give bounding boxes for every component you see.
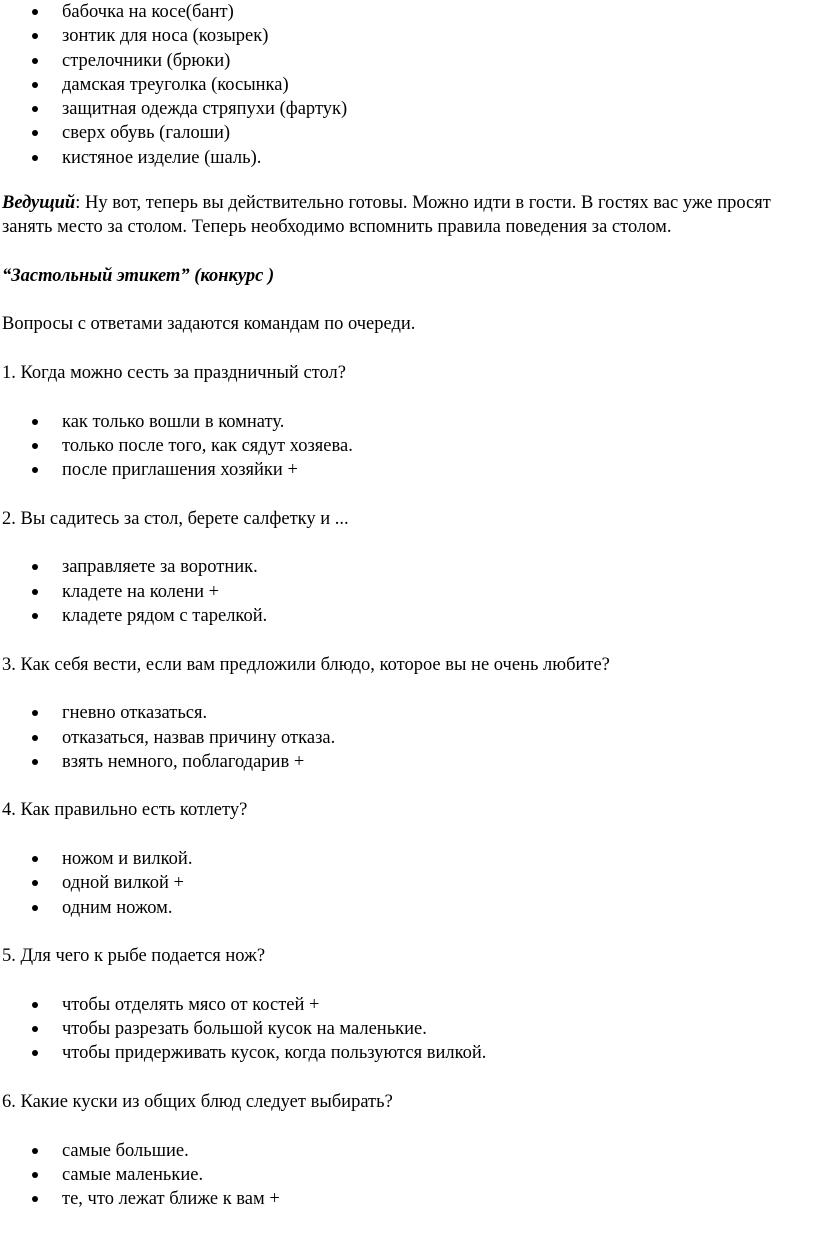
answer-list [0, 410, 812, 483]
question-text: 3. Как себя вести, если вам предложили блюдо, которое вы не очень любите? [2, 654, 610, 675]
answer-list [0, 993, 812, 1066]
answer-item: чтобы отделять мясо от костей + [0, 993, 812, 1017]
list-item: дамская треуголка (косынка) [0, 73, 816, 97]
bullet-icon [32, 735, 38, 741]
host-name: Ведущий [2, 193, 76, 213]
bullet-icon [32, 106, 38, 112]
answer-item: ножом и вилкой. [0, 847, 812, 871]
list-item: зонтик для носа (козырек) [0, 24, 816, 48]
bullet-icon [32, 1050, 38, 1056]
answer-item: чтобы придерживать кусок, когда пользуются вилкой. [0, 1041, 812, 1065]
answer-item: взять немного, поблагодарив + [0, 750, 812, 774]
answer-list [0, 555, 812, 628]
list-item: защитная одежда стряпухи (фартук) [0, 97, 816, 121]
question-text: 1. Когда можно сесть за праздничный стол? [2, 363, 346, 384]
bullet-icon [32, 564, 38, 570]
answer-item: как только вошли в комнату. [0, 410, 812, 434]
answer-item: чтобы разрезать большой кусок на маленькие. [0, 1017, 812, 1041]
bullet-icon [32, 1172, 38, 1178]
bullet-icon [32, 1002, 38, 1008]
answer-item: только после того, как сядут хозяева. [0, 434, 812, 458]
list-item: стрелочники (брюки) [0, 49, 816, 73]
bullet-icon [32, 419, 38, 425]
bullet-icon [32, 130, 38, 136]
bullet-icon [32, 856, 38, 862]
answer-item: отказаться, назвав причину отказа. [0, 726, 812, 750]
contest-title: “Застольный этикет” (конкурс ) [2, 265, 275, 286]
bullet-icon [32, 155, 38, 161]
answer-item: кладете рядом с тарелкой. [0, 604, 812, 628]
answer-item: те, что лежат ближе к вам + [0, 1187, 812, 1211]
answer-item: кладете на колени + [0, 580, 812, 604]
intro-text: Вопросы с ответами задаются командам по очереди. [2, 314, 416, 335]
bullet-icon [32, 710, 38, 716]
question-text: 4. Как правильно есть котлету? [2, 800, 248, 821]
question-text: 2. Вы садитесь за стол, берете салфетку и ... [2, 508, 349, 529]
bullet-icon [32, 589, 38, 595]
host-colon: : [75, 193, 81, 213]
document-body [0, 191, 812, 1211]
clothing-riddle-list [0, 0, 816, 170]
bullet-icon [32, 880, 38, 886]
bullet-icon [32, 58, 38, 64]
answer-list [0, 847, 812, 920]
bullet-icon [32, 9, 38, 15]
answer-item: самые маленькие. [0, 1163, 812, 1187]
bullet-icon [32, 443, 38, 449]
answer-item: самые большие. [0, 1139, 812, 1163]
host-text: Ну вот, теперь вы действительно готовы. Можно идти в гости. В гостях вас уже просят занять место за столом. Теперь необходимо вспомнить правила поведения за столом. [2, 193, 771, 238]
answer-item: одним ножом. [0, 896, 812, 920]
question-text: 5. Для чего к рыбе подается нож? [2, 946, 266, 967]
bullet-icon [32, 1026, 38, 1032]
question-text: 6. Какие куски из общих блюд следует выбирать? [2, 1091, 393, 1112]
bullet-icon [32, 1148, 38, 1154]
answer-list [0, 1139, 812, 1212]
bullet-icon [32, 1196, 38, 1202]
bullet-icon [32, 759, 38, 765]
list-item: сверх обувь (галоши) [0, 121, 816, 145]
bullet-icon [32, 613, 38, 619]
answer-item: гневно отказаться. [0, 701, 812, 725]
answer-item: одной вилкой + [0, 871, 812, 895]
list-item: бабочка на косе(бант) [0, 0, 816, 24]
host-paragraph [0, 191, 812, 240]
bullet-icon [32, 82, 38, 88]
answer-item: после приглашения хозяйки + [0, 458, 812, 482]
list-item: кистяное изделие (шаль). [0, 146, 816, 170]
bullet-icon [32, 33, 38, 39]
bullet-icon [32, 467, 38, 473]
answer-list [0, 701, 812, 774]
answer-item: заправляете за воротник. [0, 555, 812, 579]
bullet-icon [32, 905, 38, 911]
